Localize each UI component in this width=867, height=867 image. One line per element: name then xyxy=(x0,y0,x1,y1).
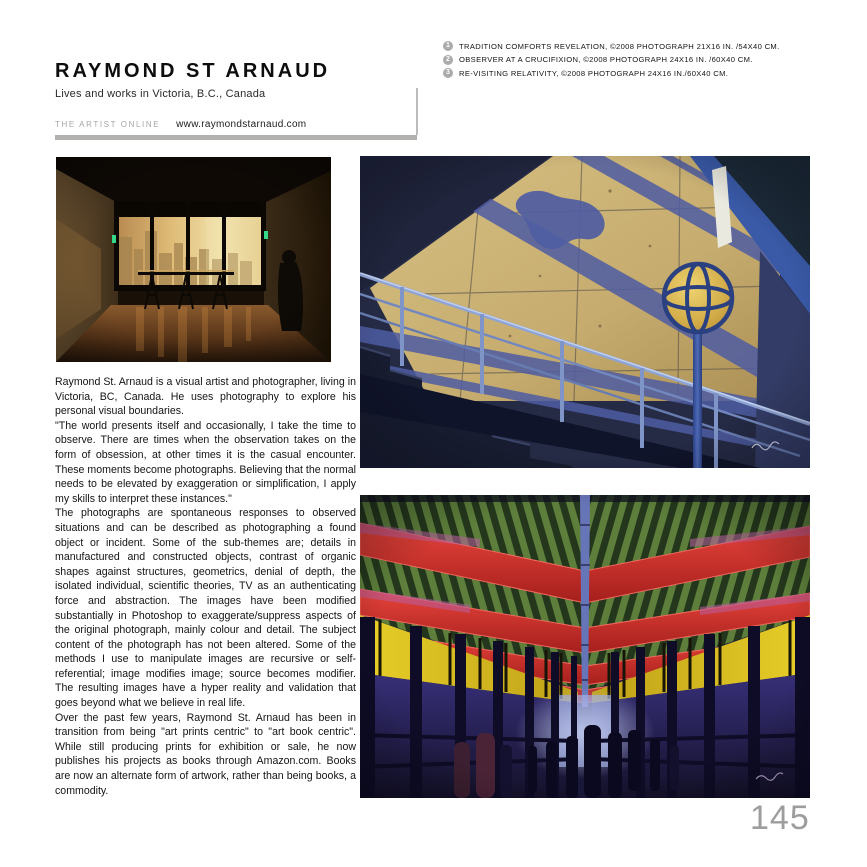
online-label: THE ARTIST ONLINE xyxy=(55,120,161,129)
bio-paragraph: Raymond St. Arnaud is a visual artist and photographer, living in Victoria, BC, Canada. He uses photography to explore his personal visual boundaries. xyxy=(55,376,356,418)
photo-stairwell xyxy=(360,156,810,468)
number-2-badge: 2 xyxy=(443,55,453,65)
caption-row-3 xyxy=(443,68,780,78)
vignette xyxy=(360,495,810,798)
bio-paragraph: Over the past few years, Raymond St. Arnaud has been in transition from being "art prints centric" to "art book centric". While still producing prints for exhibition or sale, he now publishes his projects as books through Amazon.com. Books are now an alternate form of artwork, rather than being books, a commodity. xyxy=(55,711,356,797)
artist-website-link[interactable]: www.raymondstarnaud.com xyxy=(176,119,307,130)
artist-bio xyxy=(55,375,356,798)
vignette xyxy=(360,156,810,468)
number-1-badge: 1 xyxy=(443,41,453,51)
caption-row-2 xyxy=(443,55,780,65)
caption-row-1 xyxy=(443,41,780,51)
bio-paragraph: The photographs are spontaneous responses to observed situations and can be described as photographing a found object or incident. Some of the sub-themes are; details in manufactured and constructed objects, contrast of organic shapes against structures, geometrics, denial of depth, the isolated individual, scientific theories, TV as an authenticating force and abstraction. The images have been modified substantially in Photoshop to exaggerate/suppress aspects of the original photograph, mainly colour and detail. The subject content of the photograph has not been altered. Some of the methods I use to manipulate images are recursive or self-referential; image modifies image; source becomes modifier. The resulting images have a hyper reality and validation that goes beyond what we believe in real life. xyxy=(55,507,356,710)
number-3-badge: 3 xyxy=(443,68,453,78)
artist-location: Lives and works in Victoria, B.C., Canada xyxy=(55,88,266,100)
artwork-captions xyxy=(443,41,780,82)
artist-online-row xyxy=(55,119,306,130)
page-number: 145 xyxy=(750,799,810,837)
page-title: RAYMOND ST ARNAUD xyxy=(55,60,331,82)
caption-text: TRADITION COMFORTS REVELATION, ©2008 PHOTOGRAPH 21X16 IN. /54X40 CM. xyxy=(459,41,780,51)
photo-gallery-interior xyxy=(56,157,331,362)
caption-text: OBSERVER AT A CRUCIFIXION, ©2008 PHOTOGRAPH 24X16 IN. /60X40 CM. xyxy=(459,55,753,64)
vignette xyxy=(56,157,331,362)
horizontal-rule xyxy=(55,135,417,140)
photo-concourse xyxy=(360,495,810,798)
bio-paragraph: "The world presents itself and occasionally, I take the time to observe. There are times when the observation takes on the form of obsession, at other times it is the casual encounter. These moments become photographs. Believing that the normal needs to be elevated by exaggeration or simplification, I apply my skills to interpret these instances." xyxy=(55,419,356,505)
vertical-rule xyxy=(416,88,418,135)
caption-text: RE-VISITING RELATIVITY, ©2008 PHOTOGRAPH 24X16 IN./60X40 CM. xyxy=(459,68,729,78)
